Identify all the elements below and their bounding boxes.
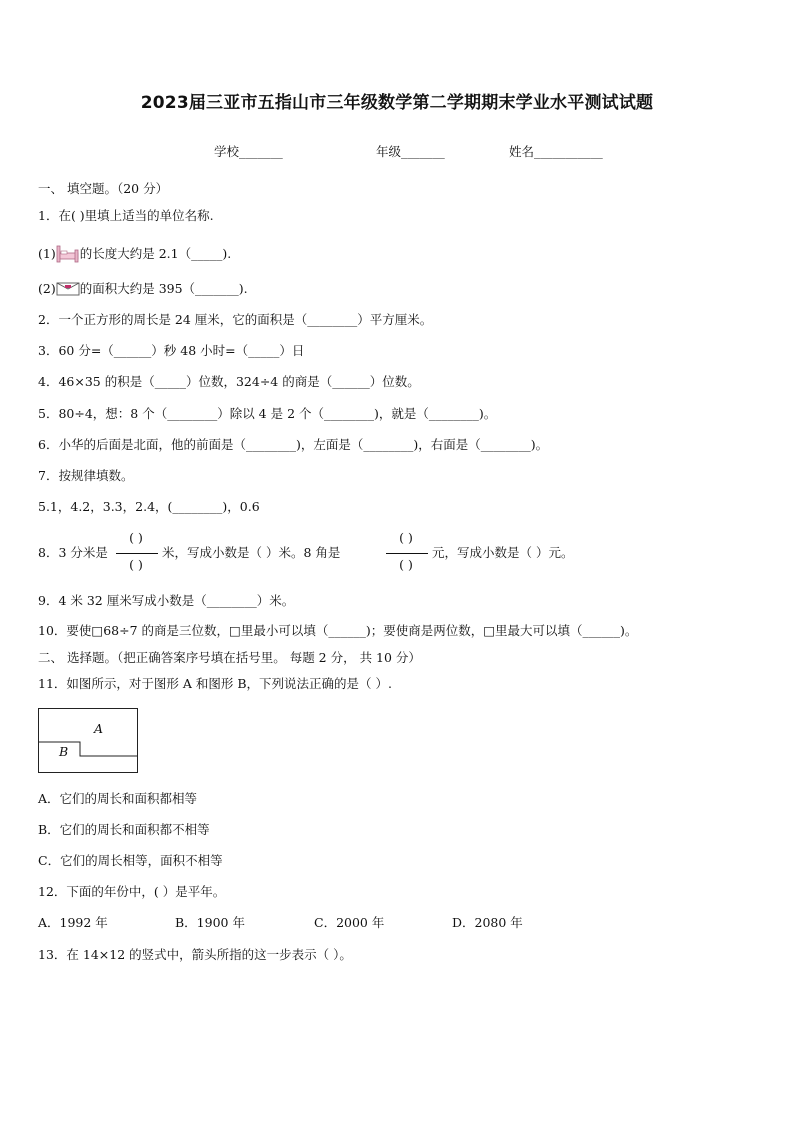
question-1: 1．在( )里填上适当的单位名称. — [38, 208, 214, 223]
name-field: 姓名___________ — [509, 144, 603, 159]
question-10: 10．要使□68÷7 的商是三位数，□里最小可以填（______)；要使商是两位数，□里最大可以填（______)。 — [38, 623, 638, 638]
question-11-option-b: B．它们的周长和面积都不相等 — [38, 822, 210, 837]
question-1-2-prefix: (2) — [38, 281, 56, 296]
fraction-1-denominator: ( ) — [129, 557, 143, 572]
fraction-2-numerator: ( ) — [399, 530, 413, 545]
bed-icon — [56, 244, 80, 264]
question-1-2-text: 的面积大约是 395（_______). — [79, 281, 248, 296]
question-2: 2．一个正方形的周长是 24 厘米，它的面积是（________）平方厘米。 — [38, 312, 433, 327]
question-7-sequence: 5.1，4.2，3.3，2.4，(________)，0.6 — [38, 499, 260, 514]
question-12-option-d: D．2080 年 — [452, 915, 523, 930]
section-multiple-choice: 二、 选择题。（把正确答案序号填在括号里。 每题 2 分， 共 10 分） — [38, 650, 421, 665]
question-6: 6．小华的后面是北面，他的前面是（________)，左面是（________)，右面是（________)。 — [38, 437, 549, 452]
question-1-1-text: 的长度大约是 2.1（_____). — [79, 246, 232, 261]
question-12-option-c: C．2000 年 — [314, 915, 385, 930]
fraction-1-numerator: ( ) — [129, 530, 143, 545]
question-1-1 — [38, 244, 231, 264]
question-13: 13．在 14×12 的竖式中，箭头所指的这一步表示（ ）。 — [38, 947, 352, 962]
shape-label-b: B — [59, 744, 69, 759]
question-1-1-prefix: (1) — [38, 246, 56, 261]
fraction-2-bar — [386, 553, 428, 554]
question-4: 4．46×35 的积是（_____）位数，324÷4 的商是（______）位数。 — [38, 374, 420, 389]
question-1-2 — [38, 281, 248, 297]
question-11: 11．如图所示，对于图形 A 和图形 B，下列说法正确的是（ ）. — [38, 676, 392, 691]
fraction-1-bar — [116, 553, 158, 554]
question-11-option-a: A．它们的周长和面积都相等 — [38, 791, 198, 806]
shape-figure — [38, 708, 140, 774]
shape-label-a: A — [94, 721, 104, 736]
question-8-part-c: 元，写成小数是（ ）元。 — [432, 545, 574, 560]
question-8-part-a: 8．3 分米是 — [38, 545, 108, 560]
question-7: 7．按规律填数。 — [38, 468, 134, 483]
question-12: 12．下面的年份中，( ）是平年。 — [38, 884, 226, 899]
section-fill-blank: 一、 填空题。（20 分） — [38, 181, 169, 196]
question-5: 5．80÷4，想：8 个（________）除以 4 是 2 个（________)，就是（________)。 — [38, 406, 497, 421]
question-3: 3．60 分=（______）秒 48 小时=（_____）日 — [38, 343, 305, 358]
question-9: 9．4 米 32 厘米写成小数是（________）米。 — [38, 593, 295, 608]
envelope-icon — [56, 282, 80, 296]
question-8-part-b: 米，写成小数是（ ）米。8 角是 — [162, 545, 341, 560]
school-field: 学校_______ — [214, 144, 283, 159]
question-11-option-c: C．它们的周长相等，面积不相等 — [38, 853, 223, 868]
question-12-option-a: A．1992 年 — [38, 915, 108, 930]
page-title: 2023届三亚市五指山市三年级数学第二学期期末学业水平测试试题 — [140, 93, 654, 113]
grade-field: 年级_______ — [376, 144, 445, 159]
question-12-option-b: B．1900 年 — [175, 915, 245, 930]
fraction-2-denominator: ( ) — [399, 557, 413, 572]
